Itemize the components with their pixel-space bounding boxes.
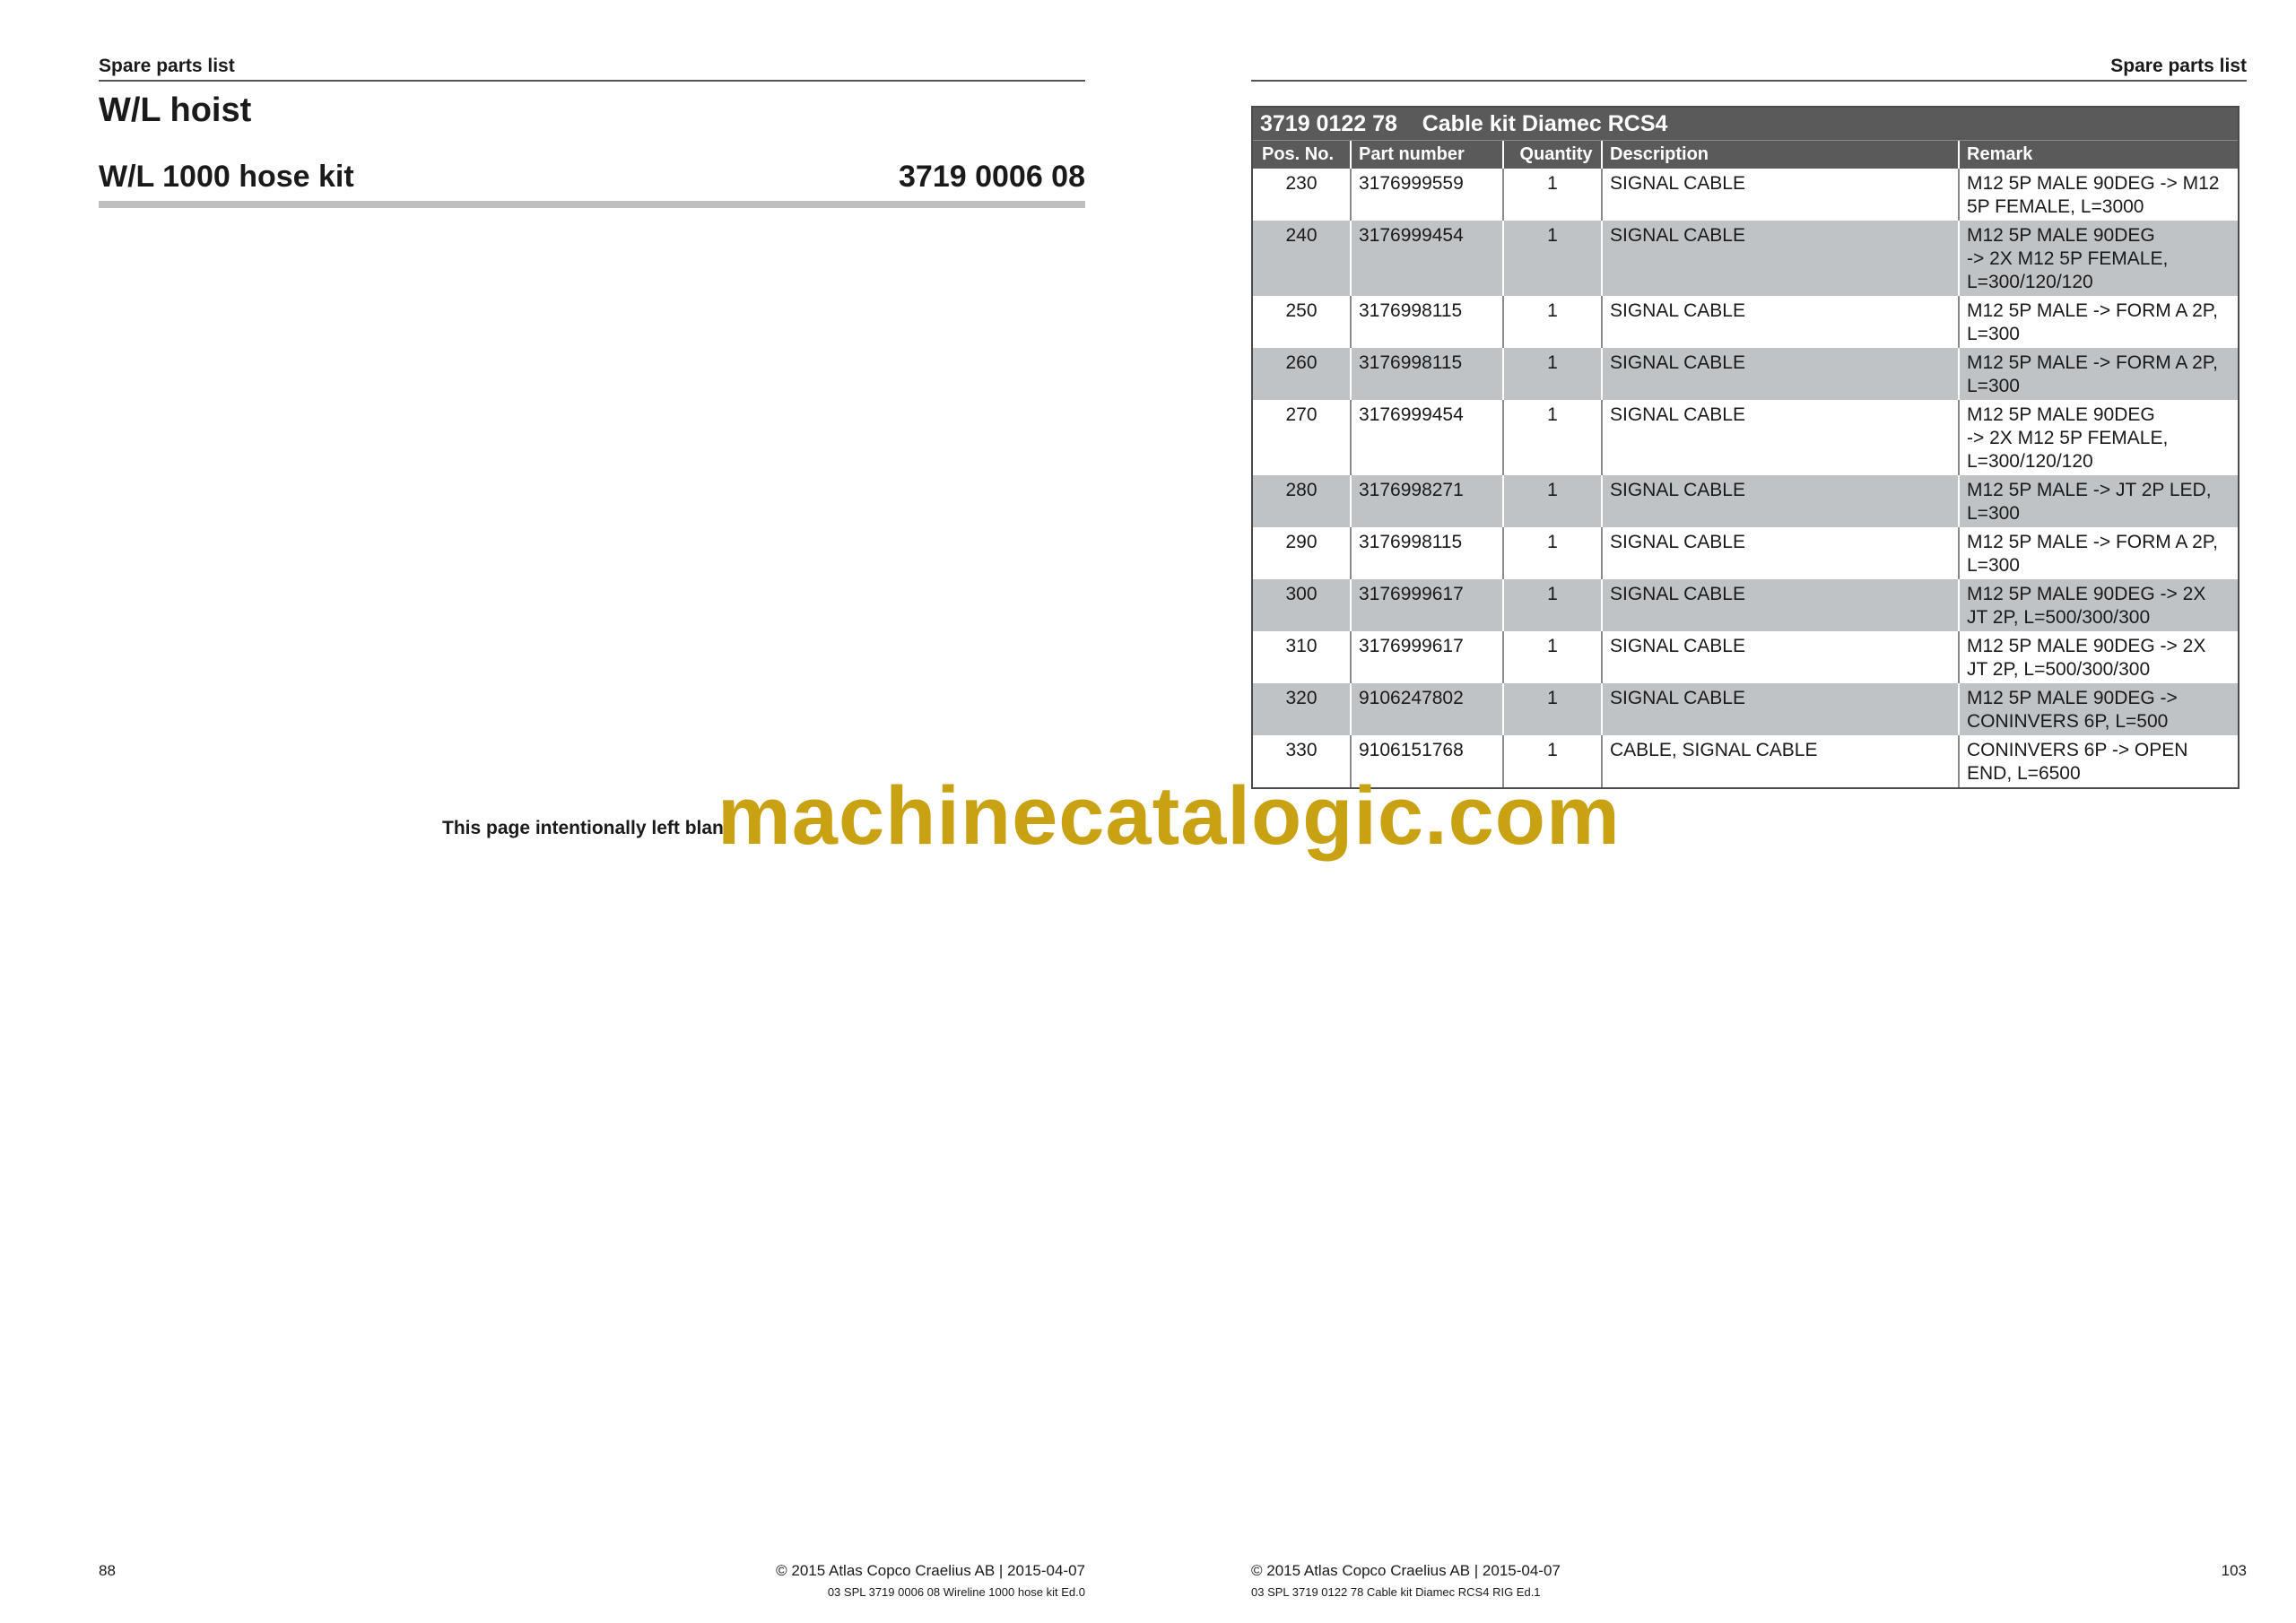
cell-description: CABLE, SIGNAL CABLE <box>1601 735 1958 787</box>
cell-remark <box>1958 735 2238 787</box>
cell-part-number: 3176999617 <box>1350 631 1502 683</box>
table-row <box>1253 400 2238 475</box>
table-row <box>1253 475 2238 527</box>
cell-quantity: 1 <box>1502 221 1601 296</box>
cell-description: SIGNAL CABLE <box>1601 221 1958 296</box>
cell-remark <box>1958 348 2238 400</box>
cell-description: SIGNAL CABLE <box>1601 579 1958 631</box>
left-page-number: 88 <box>99 1562 116 1579</box>
cell-part-number: 3176999454 <box>1350 221 1502 296</box>
cell-pos: 250 <box>1285 300 1318 321</box>
cell-pos: 290 <box>1285 532 1318 552</box>
cell-remark <box>1958 579 2238 631</box>
cell-description: SIGNAL CABLE <box>1601 527 1958 579</box>
cell-pos: 310 <box>1285 636 1318 656</box>
kit-number: 3719 0006 08 <box>899 160 1085 194</box>
remark-line: M12 5P MALE 90DEG -> 2X <box>1967 584 2206 604</box>
cell-pos: 300 <box>1285 584 1318 604</box>
right-doc-ref: 03 SPL 3719 0122 78 Cable kit Diamec RCS4 RIG Ed.1 <box>1251 1585 1541 1599</box>
cell-quantity: 1 <box>1502 631 1601 683</box>
remark-line: M12 5P MALE -> FORM A 2P, <box>1967 300 2218 321</box>
left-copyright: © 2015 Atlas Copco Craelius AB | 2015-04-07 <box>776 1562 1085 1579</box>
cell-description: SIGNAL CABLE <box>1601 348 1958 400</box>
cell-quantity: 1 <box>1502 527 1601 579</box>
cell-quantity: 1 <box>1502 348 1601 400</box>
remark-line: M12 5P MALE 90DEG -> M12 <box>1967 173 2220 194</box>
remark-line: M12 5P MALE 90DEG -> 2X <box>1967 636 2206 656</box>
cell-pos: 240 <box>1285 225 1318 246</box>
left-doc-ref: 03 SPL 3719 0006 08 Wireline 1000 hose kit Ed.0 <box>827 1585 1085 1599</box>
remark-line: 5P FEMALE, L=3000 <box>1967 196 2144 217</box>
section-title: W/L hoist <box>99 91 252 129</box>
col-header-part: Part number <box>1350 141 1502 169</box>
cell-remark <box>1958 683 2238 735</box>
remark-line: -> 2X M12 5P FEMALE, <box>1967 248 2169 269</box>
table-row <box>1253 683 2238 735</box>
remark-line: L=300 <box>1967 503 2020 524</box>
cell-pos: 230 <box>1285 173 1318 194</box>
parts-table <box>1251 106 2239 789</box>
cell-part-number: 3176998115 <box>1350 348 1502 400</box>
remark-line: JT 2P, L=500/300/300 <box>1967 607 2151 628</box>
remark-line: M12 5P MALE 90DEG <box>1967 225 2155 246</box>
table-header <box>1253 140 2238 169</box>
right-page-number: 103 <box>2221 1562 2247 1579</box>
remark-line: M12 5P MALE 90DEG <box>1967 404 2155 425</box>
col-header-remark: Remark <box>1958 141 2238 169</box>
table-row <box>1253 221 2238 296</box>
table-title: 3719 0122 78 Cable kit Diamec RCS4 <box>1253 108 2238 140</box>
cell-quantity: 1 <box>1502 579 1601 631</box>
cell-description: SIGNAL CABLE <box>1601 296 1958 348</box>
remark-line: M12 5P MALE -> JT 2P LED, <box>1967 480 2212 500</box>
table-row <box>1253 631 2238 683</box>
cell-quantity: 1 <box>1502 169 1601 221</box>
cell-part-number: 3176999617 <box>1350 579 1502 631</box>
cell-pos: 330 <box>1285 740 1318 760</box>
cell-description: SIGNAL CABLE <box>1601 400 1958 475</box>
cell-part-number: 3176999559 <box>1350 169 1502 221</box>
cell-quantity: 1 <box>1502 296 1601 348</box>
cell-description: SIGNAL CABLE <box>1601 683 1958 735</box>
table-row <box>1253 579 2238 631</box>
cell-remark <box>1958 400 2238 475</box>
watermark: machinecatalogic.com <box>718 770 1621 862</box>
cell-remark <box>1958 221 2238 296</box>
cell-description: SIGNAL CABLE <box>1601 169 1958 221</box>
cell-remark <box>1958 475 2238 527</box>
remark-line: CONINVERS 6P -> OPEN <box>1967 740 2188 760</box>
table-row <box>1253 296 2238 348</box>
remark-line: -> 2X M12 5P FEMALE, <box>1967 428 2169 448</box>
col-header-pos: Pos. No. <box>1262 144 1335 164</box>
cell-pos: 260 <box>1285 352 1318 373</box>
cell-remark <box>1958 631 2238 683</box>
remark-line: M12 5P MALE 90DEG -> <box>1967 688 2178 708</box>
remark-line: M12 5P MALE -> FORM A 2P, <box>1967 532 2218 552</box>
remark-line: L=300 <box>1967 376 2020 396</box>
table-row <box>1253 169 2238 221</box>
kit-title: W/L 1000 hose kit <box>99 160 354 194</box>
table-body <box>1253 169 2238 787</box>
cell-part-number: 9106247802 <box>1350 683 1502 735</box>
cell-quantity: 1 <box>1502 400 1601 475</box>
left-header-rule <box>99 80 1085 82</box>
right-header-rule <box>1251 80 2247 82</box>
cell-remark <box>1958 296 2238 348</box>
cell-part-number: 3176998271 <box>1350 475 1502 527</box>
remark-line: JT 2P, L=500/300/300 <box>1967 659 2151 680</box>
right-header-label: Spare parts list <box>2110 56 2247 76</box>
cell-quantity: 1 <box>1502 735 1601 787</box>
cell-part-number: 3176998115 <box>1350 527 1502 579</box>
right-copyright: © 2015 Atlas Copco Craelius AB | 2015-04-07 <box>1251 1562 1561 1579</box>
col-header-desc: Description <box>1601 141 1958 169</box>
remark-line: L=300 <box>1967 324 2020 344</box>
remark-line: L=300/120/120 <box>1967 451 2093 472</box>
cell-part-number: 3176999454 <box>1350 400 1502 475</box>
cell-pos: 320 <box>1285 688 1318 708</box>
cell-pos: 280 <box>1285 480 1318 500</box>
cell-part-number: 3176998115 <box>1350 296 1502 348</box>
kit-title-rule <box>99 201 1085 208</box>
cell-description: SIGNAL CABLE <box>1601 631 1958 683</box>
remark-line: L=300 <box>1967 555 2020 576</box>
left-header-label: Spare parts list <box>99 56 235 76</box>
cell-quantity: 1 <box>1502 475 1601 527</box>
table-row <box>1253 527 2238 579</box>
cell-pos: 270 <box>1285 404 1318 425</box>
cell-remark <box>1958 527 2238 579</box>
remark-line: END, L=6500 <box>1967 763 2081 784</box>
col-header-qty: Quantity <box>1502 141 1601 169</box>
remark-line: M12 5P MALE -> FORM A 2P, <box>1967 352 2218 373</box>
remark-line: L=300/120/120 <box>1967 272 2093 292</box>
remark-line: CONINVERS 6P, L=500 <box>1967 711 2169 732</box>
cell-quantity: 1 <box>1502 683 1601 735</box>
table-row <box>1253 348 2238 400</box>
cell-description: SIGNAL CABLE <box>1601 475 1958 527</box>
cell-remark <box>1958 169 2238 221</box>
blank-page-note: This page intentionally left blank <box>442 818 735 838</box>
cell-part-number: 9106151768 <box>1350 735 1502 787</box>
